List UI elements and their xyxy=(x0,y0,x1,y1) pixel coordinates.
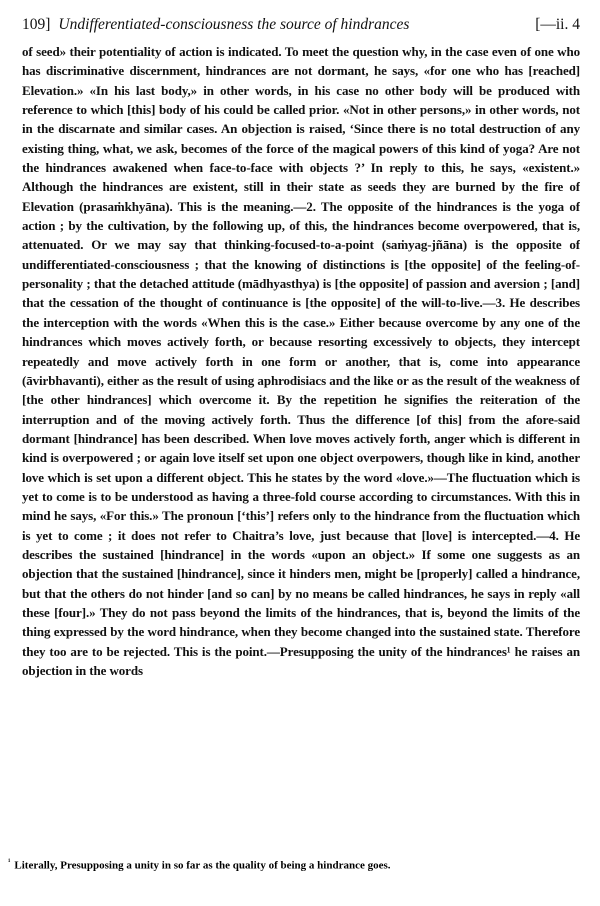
running-header xyxy=(22,14,580,36)
book-page xyxy=(22,14,580,832)
running-title: Undifferentiated-consciousness the source of hindrances xyxy=(58,16,410,33)
footnote-text: Literally, Presupposing a unity in so far as the quality of being a hindrance goes. xyxy=(14,859,391,872)
footnote-marker: ¹ xyxy=(8,857,11,866)
body-paragraph: of seed» their potentiality of action is indicated. To meet the question why, in the case even of one who has discriminative discernment, hindrances are not dormant, he says, «for one who has [reached] Elevation.» «In his last body,» in other words, in his case no other body will be produced with reference to which [this] body of his could be called prior. «Not in other persons,» in other words, not in the discarnate and similar cases. An objection is raised, ‘Since there is no total destruction of any existing thing, what, we ask, becomes of the force of the magical powers of this kind of yoga? Are not the hindrances awakened when face-to-face with objects ?’ In reply to this, he says, «existent.» Although the hindrances are existent, still in their state as seeds they are burned by the fire of Elevation (prasaṁkhyāna). This is the meaning.—2. The opposite of the hindrances is the yoga of action ; by the cultivation, by the following up, of this, the hindrances become overpowered, that is, attenuated. Or we may say that thinking-focused-to-a-point (saṁyag-jñāna) is the opposite of undifferentiated-consciousness ; that the knowing of distinctions is [the opposite] of the feeling-of-personality ; that the detached attitude (mādhyasthya) is [the opposite] of passion and aversion ; [and] that the cessation of the thought of continuance is [the opposite] of the will-to-live.—3. He describes the interception with the words «When this is the case.» Either because overcome by any one of the hindrances which moves actively forth, or because resorting excessively to objects, they intercept repeatedly and move actively forth in one form or another, that is, come into appearance (āvirbhavanti), either as the result of using aphrodisiacs and the like or as the result of the weakness of [the other hindrances] which overcome it. By the repetition he signifies the reiteration of the interruption and of the moving actively forth. Thus the difference [of this] from the afore-said dormant [hindrance] has been described. When love moves actively forth, anger which is different in kind is overpowered ; or again love itself set upon one object overpowers, though like in kind, another love which is set upon a different object. This he states by the word «love.»—The fluctuation which is yet to come is to be understood as having a three-fold course according to circumstances. With this in mind he says, «For this.» The pronoun [‘this’] refers only to the hindrance from the fluctuation which is yet to come ; it does not refer to Chaitra’s love, just because that [love] is intercepted.—4. He describes the sustained [hindrance] in the words «upon an object.» If some one suggests as an objection that the sustained [hindrance], since it hinders men, might be [properly] called a hindrance, but that the others do not hinder [and so can] by no means be called hindrances, he says in reply «all these [four].» They do not pass beyond the limits of the hindrances, that is, beyond the limits of the thing expressed by the word hindrance, when they become changed into the sustained state. Therefore they too are to be rejected. This is the point.—Presupposing the unity of the hindrances¹ he raises an objection in the words xyxy=(22,44,580,678)
body-text xyxy=(22,42,580,832)
section-reference: [—ii. 4 xyxy=(535,16,580,33)
page-number: 109] xyxy=(22,16,51,33)
footnote xyxy=(8,855,556,873)
